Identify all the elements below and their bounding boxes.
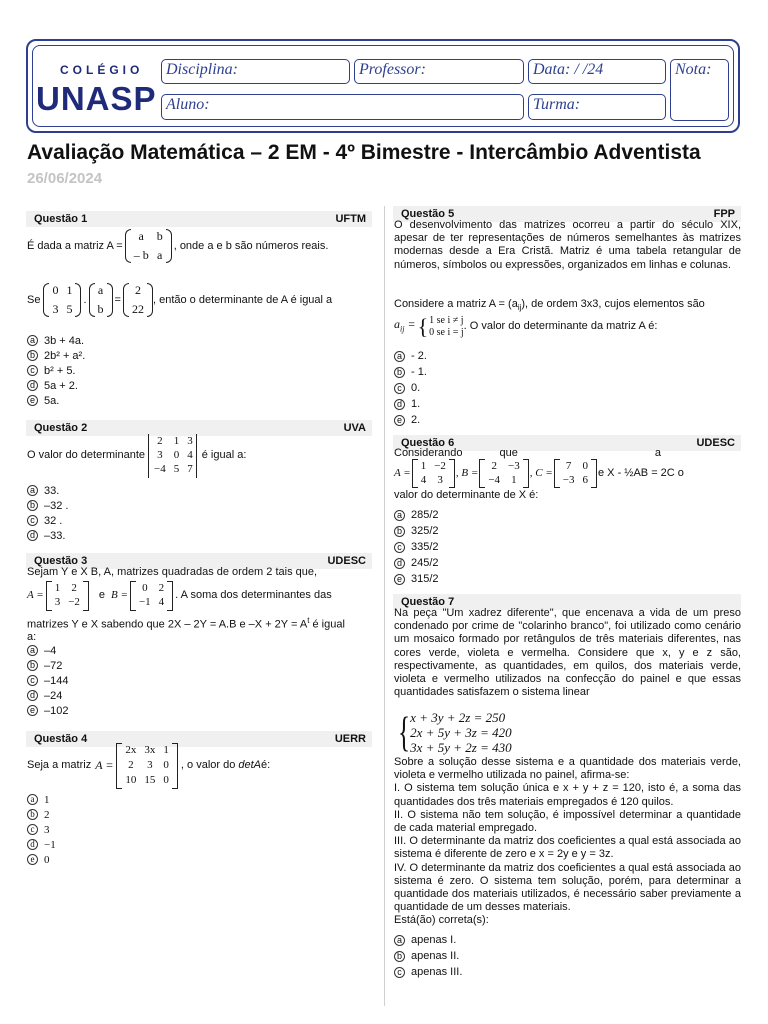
option-a[interactable]: a 1	[27, 792, 56, 807]
question-2-header: Questão 2 UVA	[26, 420, 372, 436]
question-4-statement: Seja a matriz A = 2x 3x 1 2 3 0 10 15 0 , o valor do detA é:	[27, 743, 373, 789]
field-turma[interactable]: Turma:	[528, 94, 666, 120]
question-1-options	[27, 333, 85, 408]
determinant-3x3: 2 1 3 3 0 4 −4 5 7	[148, 434, 199, 478]
option-d[interactable]: d 1.	[394, 396, 427, 412]
question-5-definition: $a_{ij}$ = { 1 se i ≠ j 0 se i = j . O valor do determinante da matriz A é:	[394, 314, 658, 339]
matrix-a-3x3: 2x 3x 1 2 3 0 10 15 0	[116, 743, 178, 789]
option-b[interactable]: b apenas II.	[394, 948, 462, 964]
matrix-a: 1 2 3 −2	[46, 581, 89, 610]
brace-icon: {	[417, 314, 429, 339]
matrix-coef: 0 1 3 5	[43, 283, 81, 317]
option-b[interactable]: b –72	[27, 658, 68, 673]
option-c[interactable]: c 32 .	[27, 513, 68, 528]
option-b[interactable]: b 325/2	[394, 523, 439, 539]
question-5-consider: Considere a matriz $A = (a_{ij})$, de ordem 3x3, cujos elementos são	[394, 298, 705, 313]
question-2-options	[27, 483, 68, 543]
matrix-c: 7 0 −3 6	[554, 459, 597, 488]
option-a[interactable]: a 3b + 4a.	[27, 333, 85, 348]
matrix-a: a b – b a	[125, 229, 172, 263]
question-5-options	[394, 348, 427, 428]
brace-icon: {	[398, 709, 411, 756]
option-c[interactable]: c 3	[27, 822, 56, 837]
field-data[interactable]: Data: / /24	[528, 59, 666, 84]
exam-title: Avaliação Matemática – 2 EM - 4º Bimestre - Intercâmbio Adventista	[27, 141, 701, 164]
field-professor[interactable]: Professor:	[354, 59, 524, 84]
option-b[interactable]: b 2b² + a².	[27, 348, 85, 363]
question-7-options	[394, 932, 462, 980]
option-c[interactable]: c b² + 5.	[27, 363, 85, 378]
option-d[interactable]: d 245/2	[394, 555, 439, 571]
question-1-header	[26, 211, 372, 227]
question-7-system: { x + 3y + 2z = 250 2x + 5y + 3z = 420 3x + 5y + 2z = 430	[398, 709, 512, 756]
option-b[interactable]: b –32 .	[27, 498, 68, 513]
question-6-line2: valor do determinante de X é:	[394, 489, 539, 501]
question-3-options	[27, 643, 68, 718]
option-b[interactable]: b - 1.	[394, 364, 427, 380]
question-1-condition: Se 0 1 3 5 . a b = 2 22 , então o determinante de A é igual a	[27, 283, 333, 317]
option-a[interactable]: a 285/2	[394, 507, 439, 523]
question-6-matrices: A = 1 −2 4 3 , B = 2 −3 −4 1 , C = 7 0 −3 6 e X - ½AB = 2C o	[394, 459, 741, 488]
matrix-result: 2 22	[123, 283, 153, 317]
option-a[interactable]: a 33.	[27, 483, 68, 498]
option-d[interactable]: d –33.	[27, 528, 68, 543]
option-d[interactable]: d −1	[27, 837, 56, 852]
question-3-header: Questão 3 UDESC	[26, 553, 372, 569]
matrix-a: 1 −2 4 3	[412, 459, 455, 488]
logo-unasp: UNASP	[36, 80, 157, 117]
matrix-b: 0 2 −1 4	[130, 581, 173, 610]
question-4-header: Questão 4 UERR	[26, 731, 372, 747]
question-6-line1: Considerando que a	[394, 447, 661, 459]
question-3-statement: Sejam Y e X B, A, matrizes quadradas de ordem 2 tais que, A = 1 2 3 −2 e B = 0 2 −1 4 . A soma dos determinantes das matrizes Y e X sabendo que 2X – 2Y = A.B e $-X + 2Y = A^t$ é igual a:	[27, 566, 345, 644]
option-c[interactable]: c 0.	[394, 380, 427, 396]
option-e[interactable]: e –102	[27, 703, 68, 718]
field-nota[interactable]: Nota:	[670, 59, 729, 121]
question-7-header: Questão 7	[393, 594, 741, 610]
question-2-statement: O valor do determinante 2 1 3 3 0 4 −4 5 7 é igual a:	[27, 434, 373, 478]
option-c[interactable]: c –144	[27, 673, 68, 688]
question-5-paragraph: O desenvolvimento das matrizes ocorreu a partir do século XIX, apesar de ter representações de números semelhantes às matrizes modernas desde a Era Cristã. Matriz é uma tabela retangular de números, símbolos ou expressões, organizados em linhas e colunas.	[394, 219, 741, 271]
option-e[interactable]: e 315/2	[394, 571, 439, 587]
matrix-ab: a b	[89, 283, 113, 317]
option-a[interactable]: a –4	[27, 643, 68, 658]
option-e[interactable]: e 0	[27, 852, 56, 867]
question-4-options	[27, 792, 56, 867]
question-5-header: Questão 5 FPP	[393, 206, 741, 222]
question-label: Questão 1	[34, 213, 88, 225]
column-divider	[384, 206, 385, 1006]
option-c[interactable]: c 335/2	[394, 539, 439, 555]
question-7-paragraph: Na peça "Um xadrez diferente", que encenava a vida de um preso condenado por crime de "colarinho branco", foi utilizado como cenário um mosaico formado por retângulos de três materiais diferentes, nas cores verde, violeta e vermelha. Considere que x, y e z são, respectivamente, as quantidades, em quilos, dos materiais verde, violeta e vermelho utilizados na confecção do painel e que essas quantidades satisfazem o sistema linear	[394, 607, 741, 699]
question-6-options	[394, 507, 439, 587]
exam-date: 26/06/2024	[27, 170, 103, 187]
option-d[interactable]: d –24	[27, 688, 68, 703]
option-a[interactable]: a - 2.	[394, 348, 427, 364]
field-aluno[interactable]: Aluno:	[161, 94, 524, 120]
field-disciplina[interactable]: Disciplina:	[161, 59, 350, 84]
option-b[interactable]: b 2	[27, 807, 56, 822]
question-1-statement: É dada a matriz A = a b – b a , onde a e b são números reais.	[27, 229, 329, 263]
option-a[interactable]: a apenas I.	[394, 932, 462, 948]
question-6-header: Questão 6 UDESC	[393, 435, 741, 451]
option-e[interactable]: e 5a.	[27, 393, 85, 408]
option-d[interactable]: d 5a + 2.	[27, 378, 85, 393]
question-source: UFTM	[335, 213, 366, 225]
option-c[interactable]: c apenas III.	[394, 964, 462, 980]
logo-colegio-text: COLÉGIO	[60, 63, 144, 77]
option-e[interactable]: e 2.	[394, 412, 427, 428]
matrix-b: 2 −3 −4 1	[479, 459, 528, 488]
question-7-body: Sobre a solução desse sistema e a quantidade dos materiais verde, violeta e vermelho utilizada no painel, afirma-se: I. O sistema tem solução única e x + y + z = 120, isto é, a soma das quantidades dos três materiais empregados é 120 quilos. II. O sistema não tem solução, é impossível determinar a quantidade de cada material empregado. III. O determinante da matriz dos coeficientes a qual está associada ao sistema é diferente de zero e x = 2y e y = 3z. IV. O determinante da matriz dos coeficientes a qual está associada ao sistema é zero. O sistema tem solução, porém, para determinar a quantidade dos materiais utilizados, é necessário saber previamente a quantidade de um desses materiais. Está(ão) correta(s):	[394, 756, 741, 927]
